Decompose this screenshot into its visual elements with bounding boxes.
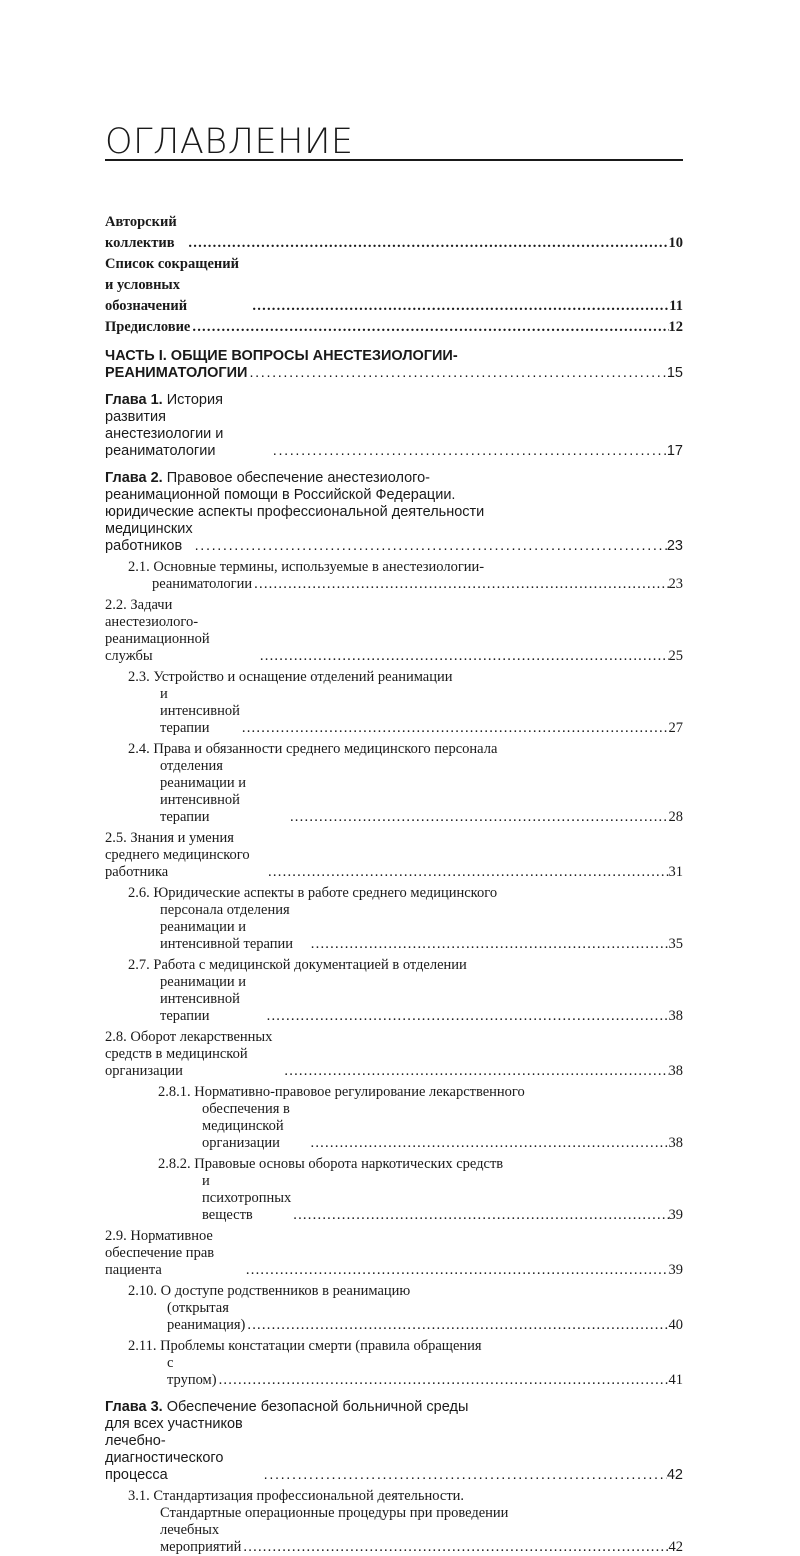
page-number: 23: [666, 538, 683, 554]
chapter-title: История развития анестезиологии и реаниматологии: [105, 392, 224, 459]
page-number: 23: [668, 576, 683, 592]
page-number: 28: [668, 809, 683, 825]
page-number: 39: [668, 1262, 683, 1278]
page-number: 38: [668, 1135, 683, 1151]
section-title-line-3: лечебных мероприятий: [160, 1522, 242, 1555]
toc-section-2-7[interactable]: [105, 957, 683, 1025]
section-title-line-1: 2.3. Устройство и оснащение отделений реанимации: [128, 669, 453, 685]
dot-leader: [271, 443, 667, 460]
page-number: 38: [668, 1063, 683, 1079]
toc-section-2-8-2[interactable]: [105, 1156, 683, 1224]
toc-section-2-10[interactable]: [105, 1283, 683, 1334]
page-number: 10: [668, 235, 683, 251]
toc-section-2-8[interactable]: [105, 1029, 683, 1080]
toc-section-2-5[interactable]: [105, 830, 683, 881]
toc-entry-abbreviations[interactable]: Список сокращений и условных обозначений . . . 11: [105, 254, 683, 317]
table-of-contents: [105, 212, 683, 1556]
toc-chapter-3[interactable]: [105, 1399, 683, 1484]
dot-leader: [262, 1467, 667, 1484]
page-number: 27: [668, 720, 683, 736]
part-title-line-1: ЧАСТЬ I. ОБЩИЕ ВОПРОСЫ АНЕСТЕЗИОЛОГИИ-: [105, 348, 458, 364]
dot-leader: [266, 864, 668, 881]
chapter-title-line-1: Правовое обеспечение анестезиолого-: [166, 470, 430, 486]
chapter-title-line-4: медицинских работников: [105, 521, 193, 554]
chapter-title-line-2: реанимационной помощи в Российской Федерации.: [105, 487, 456, 503]
section-title-line-2: и интенсивной терапии: [160, 686, 240, 736]
page-number: 25: [668, 648, 683, 664]
section-title-line-2: реанимации и интенсивной терапии: [160, 974, 246, 1024]
dot-leader: [240, 720, 669, 737]
toc-section-2-6[interactable]: [105, 885, 683, 953]
section-title-line-1: 2.8.2. Правовые основы оборота наркотических средств: [158, 1156, 504, 1172]
section-title: 2.5. Знания и умения среднего медицинского работника: [105, 830, 250, 880]
section-title-line-2: с трупом): [167, 1355, 217, 1388]
toc-entry-preface[interactable]: Предисловие . . . 12: [105, 317, 683, 338]
chapter-label: Глава 1.: [105, 392, 163, 408]
dot-leader: [241, 1539, 668, 1556]
dot-leader: [244, 1262, 669, 1279]
chapter-title-line-2: для всех участников лечебно-диагностического процесса: [105, 1416, 243, 1483]
page-number: 35: [668, 936, 683, 952]
toc-part-1[interactable]: [105, 348, 683, 382]
dot-leader: [193, 538, 667, 555]
page-number: 42: [666, 1467, 683, 1483]
chapter-title-line-3: юридические аспекты профессиональной деятельности: [105, 504, 485, 520]
section-title-line-1: 2.8.1. Нормативно-правовое регулирование лекарственного: [158, 1084, 525, 1100]
section-title: 2.2. Задачи анестезиолого-реанимационной службы: [105, 597, 210, 664]
dot-leader: [186, 233, 668, 254]
chapter-label: Глава 2.: [105, 470, 163, 486]
section-title: 2.8. Оборот лекарственных средств в медицинской организации: [105, 1029, 273, 1079]
toc-section-2-1[interactable]: [105, 559, 683, 593]
page-number: 11: [669, 298, 683, 314]
section-title: 2.9. Нормативное обеспечение прав пациента: [105, 1228, 215, 1278]
toc-chapter-1[interactable]: [105, 392, 683, 460]
dot-leader: [282, 1063, 668, 1080]
toc-section-2-11[interactable]: [105, 1338, 683, 1389]
dot-leader: [252, 576, 668, 593]
toc-section-2-4[interactable]: [105, 741, 683, 826]
section-title-line-2: персонала отделения реанимации и интенсивной терапии: [160, 902, 294, 952]
page-number: 31: [668, 864, 683, 880]
toc-entry-authors[interactable]: Авторский коллектив . . . 10: [105, 212, 683, 254]
page-number: 41: [668, 1372, 683, 1388]
section-title-line-1: 2.10. О доступе родственников в реанимацию: [128, 1283, 411, 1299]
page-number: 17: [666, 443, 683, 459]
section-title-line-1: 2.11. Проблемы констатации смерти (правила обращения: [128, 1338, 482, 1354]
section-title-line-1: 2.4. Права и обязанности среднего медицинского персонала: [128, 741, 498, 757]
section-title-line-2: обеспечения в медицинской организации: [202, 1101, 290, 1151]
dot-leader: [245, 1317, 668, 1334]
dot-leader: [217, 1372, 669, 1389]
chapter-label: Глава 3.: [105, 1399, 163, 1415]
part-title-line-2: РЕАНИМАТОЛОГИИ: [105, 365, 248, 381]
section-title-line-2: и психотропных веществ: [202, 1173, 292, 1223]
dot-leader: [258, 648, 669, 665]
chapter-title-line-1: Обеспечение безопасной больничной среды: [166, 1399, 469, 1415]
section-title-line-2: реаниматологии: [152, 576, 253, 592]
dot-leader: [309, 936, 669, 953]
page-title: ОГЛАВЛЕНИЕ: [105, 122, 354, 162]
page-number: 38: [668, 1008, 683, 1024]
title-underline: [105, 159, 683, 161]
toc-section-2-8-1[interactable]: [105, 1084, 683, 1152]
dot-leader: [247, 365, 666, 382]
section-title-line-1: 2.1. Основные термины, используемые в анестезиологии-: [128, 559, 485, 575]
toc-section-2-9[interactable]: [105, 1228, 683, 1279]
dot-leader: [288, 809, 669, 826]
dot-leader: [250, 296, 669, 317]
dot-leader: [265, 1008, 669, 1025]
section-title-line-2: Стандартные операционные процедуры при проведении: [160, 1505, 509, 1521]
toc-chapter-2[interactable]: [105, 470, 683, 555]
dot-leader: [308, 1135, 668, 1152]
page-number: 15: [666, 365, 683, 381]
page-number: 42: [668, 1539, 683, 1555]
dot-leader: [291, 1207, 668, 1224]
toc-section-2-3[interactable]: [105, 669, 683, 737]
dot-leader: [190, 317, 668, 338]
page-number: 39: [668, 1207, 683, 1223]
section-title-line-1: 3.1. Стандартизация профессиональной деятельности.: [128, 1488, 465, 1504]
section-title-line-1: 2.6. Юридические аспекты в работе среднего медицинского: [128, 885, 498, 901]
section-title-line-2: отделения реанимации и интенсивной терапии: [160, 758, 246, 825]
section-title-line-2: (открытая реанимация): [167, 1300, 246, 1333]
toc-section-2-2[interactable]: [105, 597, 683, 665]
section-title-line-1: 2.7. Работа с медицинской документацией в отделении: [128, 957, 467, 973]
page-number: 40: [668, 1317, 683, 1333]
toc-section-3-1[interactable]: [105, 1488, 683, 1556]
page-number: 12: [668, 319, 683, 335]
